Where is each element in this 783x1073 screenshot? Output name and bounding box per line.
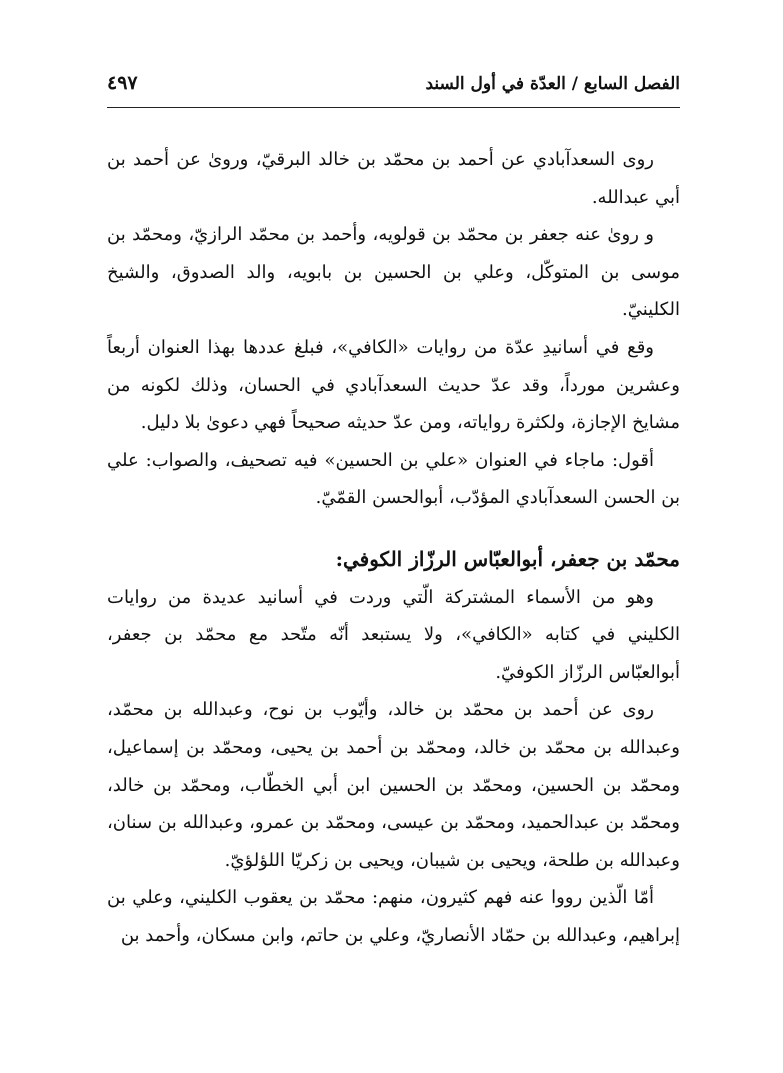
paragraph: أمّا الّذين رووا عنه فهم كثيرون، منهم: محمّد بن يعقوب الكليني، وعلي بن إبراهيم، وعبدالله بن حمّاد الأنصاريّ، وعلي بن حاتم، وابن مسكان، وأحمد بن xyxy=(107,887,680,946)
paragraph: روى السعدآبادي عن أحمد بن محمّد بن خالد البرقيّ، وروىٰ عن أحمد بن أبي عبدالله. xyxy=(107,149,680,208)
chapter-title: الفصل السابع / العدّة في أول السند xyxy=(425,74,680,94)
running-header xyxy=(107,70,680,106)
section-two-text xyxy=(107,541,680,955)
section-one-text xyxy=(107,141,680,517)
section-heading: محمّد بن جعفر، أبوالعبّاس الرزّاز الكوفي: xyxy=(335,547,680,571)
paragraph: وهو من الأسماء المشتركة الّتي وردت في أسانيد عديدة من روايات الكليني في كتابه «الكافي»، ولا يستبعد أنّه متّحد مع محمّد بن جعفر، أبوالعبّاس الرزّاز الكوفيّ. xyxy=(107,586,680,683)
page-number: ٤٩٧ xyxy=(107,72,138,94)
paragraph: روى عن أحمد بن محمّد بن خالد، وأيّوب بن نوح، وعبدالله بن محمّد، وعبدالله بن محمّد بن خالد، ومحمّد بن أحمد بن يحيى، ومحمّد بن إسماعيل، ومحمّد بن الحسين، ومحمّد بن الحسين ابن أبي الخطّاب، ومحمّد بن خالد، ومحمّد بن عبدالحميد، ومحمّد بن عيسى، ومحمّد بن عمرو، وعبدالله بن سنان، وعبدالله بن طلحة، ويحيى بن شيبان، ويحيى بن زكريّا اللؤلؤيّ. xyxy=(107,699,680,871)
paragraph: وقع في أسانيدِ عدّة من روايات «الكافي»، فبلغ عددها بهذا العنوان أربعاً وعشرين مورداً، وقد عدّ حديث السعدآبادي في الحسان، وذلك لكونه من مشايخ الإجازة، ولكثرة رواياته، ومن عدّ حديثه صحيحاً فهي دعوىٰ بلا دليل. xyxy=(107,336,680,434)
paragraph: و روىٰ عنه جعفر بن محمّد بن قولويه، وأحمد بن محمّد الرازيّ، ومحمّد بن موسى بن المتوكّل، وعلي بن الحسين بن بابويه، والد الصدوق، والشيخ الكلينيّ. xyxy=(107,224,680,321)
paragraph: أقول: ماجاء في العنوان «علي بن الحسين» فيه تصحيف، والصواب: علي بن الحسن السعدآبادي المؤدّب، أبوالحسن القمّيّ. xyxy=(107,449,680,509)
header-divider xyxy=(107,107,680,108)
